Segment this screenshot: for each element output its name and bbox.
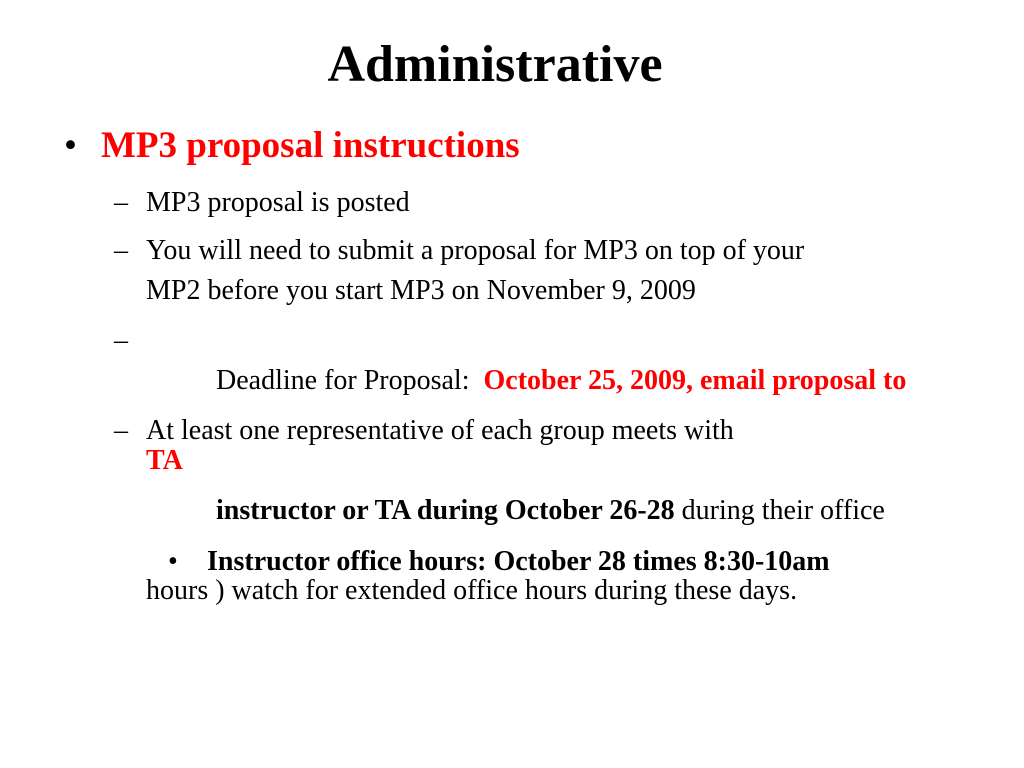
sub-bullet-line: MP2 before you start MP3 on November 9, 2009	[146, 275, 696, 306]
main-bullet-text: MP3 proposal instructions	[101, 125, 520, 166]
sub-bullet-line: You will need to submit a proposal for MP3 on top of your	[146, 235, 805, 266]
deadline-recipient: TA	[146, 445, 183, 476]
office-hours-text: Instructor office hours: October 28 times 8:30-10am	[207, 546, 830, 577]
dash-marker: –	[114, 325, 128, 356]
deadline-label: Deadline for Proposal:	[216, 365, 484, 396]
sub-bullet-line: during their office	[674, 495, 885, 526]
slide-title: Administrative	[327, 36, 663, 93]
dash-marker: –	[114, 187, 128, 218]
bullet-marker: •	[168, 546, 178, 577]
meeting-bold-text: instructor or TA during October 26-28	[216, 495, 675, 526]
sub-bullet-line: hours ) watch for extended office hours during these days.	[146, 575, 798, 606]
bullet-marker: •	[64, 125, 77, 166]
dash-marker: –	[114, 415, 128, 446]
dash-marker: –	[114, 235, 128, 266]
deadline-date: October 25, 2009, email proposal to	[483, 365, 907, 396]
sub-bullet-line: At least one representative of each group meets with	[146, 415, 734, 446]
sub-bullet-text: MP3 proposal is posted	[146, 187, 410, 218]
